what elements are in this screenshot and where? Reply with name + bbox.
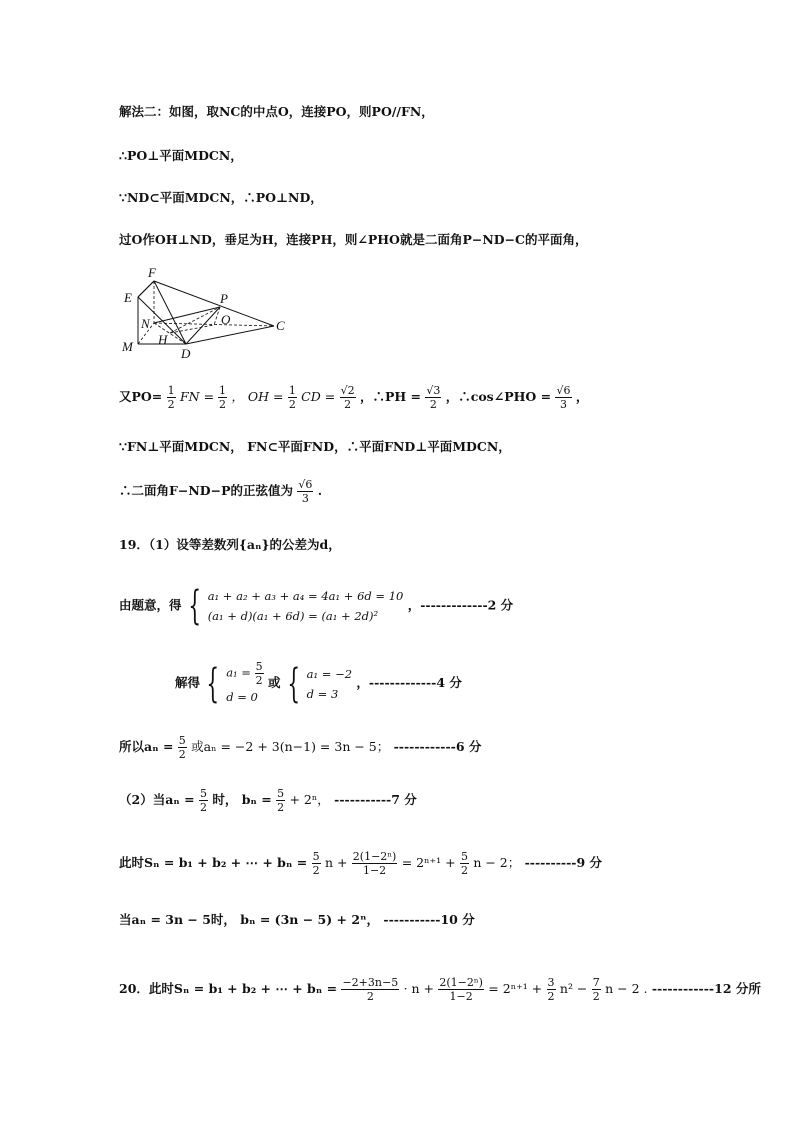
frac-sqrt2-2: $\frac{√2}{2}$ xyxy=(340,384,355,411)
frac-half-1: $\frac{1}{2}$ xyxy=(167,384,175,411)
q19-general-term: 所以aₙ = $\frac{5}{2}$ 或aₙ = −2 + 3(n−1) = 3n − 5； ------------6 分 xyxy=(119,734,482,761)
geometry-figure xyxy=(114,265,294,365)
frac-half-3: $\frac{1}{2}$ xyxy=(288,384,296,411)
plane-perpendicular: ∵FN⊥平面MDCN， FN⊂平面FND，∴平面FND⊥平面MDCN， xyxy=(119,439,511,454)
label-m: M xyxy=(122,339,133,354)
edge-np xyxy=(154,307,220,323)
method2-intro: 解法二：如图，取NC的中点O，连接PO，则PO//FN， xyxy=(119,104,434,119)
q19-part2-case1: （2）当aₙ = $\frac{5}{2}$ 时， bₙ = $\frac{5}{2}$ + 2ⁿ， -----------7 分 xyxy=(119,787,417,814)
label-p: P xyxy=(220,291,228,306)
q19-sum-case1: 此时Sₙ = b₁ + b₂ + ⋯ + bₙ = $\frac{5}{2}$ n + $\frac{\text{2(1−2ⁿ)}}{1-2}$ = 2ⁿ⁺¹ + $\frac{5}{2}$ n − 2； ----------9 分 xyxy=(119,850,603,877)
edge-fc xyxy=(154,281,274,326)
edge-nc-dashed xyxy=(154,323,274,326)
frac-sqrt6-3: $\frac{√6}{3}$ xyxy=(556,384,571,411)
label-n: N xyxy=(141,316,150,331)
q19-solution: 解得 { a₁ = $\frac{5}{2}$ d = 0 或 { a₁ = −2 d = 3 ，-------------4 分 xyxy=(175,660,462,707)
label-o: O xyxy=(221,312,231,327)
dihedral-angle-def: 过O作OH⊥ND，垂足为H，连接PH，则∠PHO就是二面角P−ND−C的平面角， xyxy=(119,232,588,247)
label-e: E xyxy=(124,290,132,305)
frac-sqrt6-3-result: $\frac{√6}{3}$ xyxy=(298,478,313,505)
edge-ph-dashed xyxy=(170,307,220,333)
edge-ef2 xyxy=(138,281,154,297)
edge-dc xyxy=(186,326,274,344)
label-c: C xyxy=(276,318,285,333)
sine-result: ∴二面角F−ND−P的正弦值为 $\frac{√6}{3}$ . xyxy=(119,478,323,505)
label-f: F xyxy=(148,265,156,280)
label-h: H xyxy=(158,332,168,347)
q20-sum: 20．此时Sₙ = b₁ + b₂ + ⋯ + bₙ = $\frac{-2+3n-5}{2}$ · n + $\frac{\text{2(1−2ⁿ)}}{1-2}$ = 2ⁿ⁺¹ + $\frac{3}{2}$ n² − $\frac{7}{2}$ n − 2 . ------------12 分所 xyxy=(119,976,761,1003)
nd-in-plane: ∵ND⊂平面MDCN，∴PO⊥ND， xyxy=(119,190,323,205)
q19-system: 由题意，得 { a₁ + a₂ + a₃ + a₄ = 4a₁ + 6d = 10 (a₁ + d)(a₁ + 6d) = (a₁ + 2d)² ，-------------2 分 xyxy=(119,583,514,629)
label-d: D xyxy=(181,346,191,361)
length-values: 又PO= $\frac{1}{2}$ FN = $\frac{1}{2}$ ， OH = $\frac{1}{2}$ CD = $\frac{√2}{2}$ ，∴PH = $\frac{√3}{2}$ ，∴cos∠PHO = $\frac{√6}{3}$ ， xyxy=(119,384,589,411)
po-perp-plane: ∴PO⊥平面MDCN， xyxy=(119,148,243,163)
frac-half-2: $\frac{1}{2}$ xyxy=(219,384,227,411)
q19-heading: 19．（1）设等差数列{aₙ}的公差为d， xyxy=(119,537,341,552)
frac-sqrt3-2: $\frac{√3}{2}$ xyxy=(426,384,441,411)
q19-part2-case2: 当aₙ = 3n − 5时， bₙ = (3n − 5) + 2ⁿ， -----------10 分 xyxy=(119,912,475,927)
